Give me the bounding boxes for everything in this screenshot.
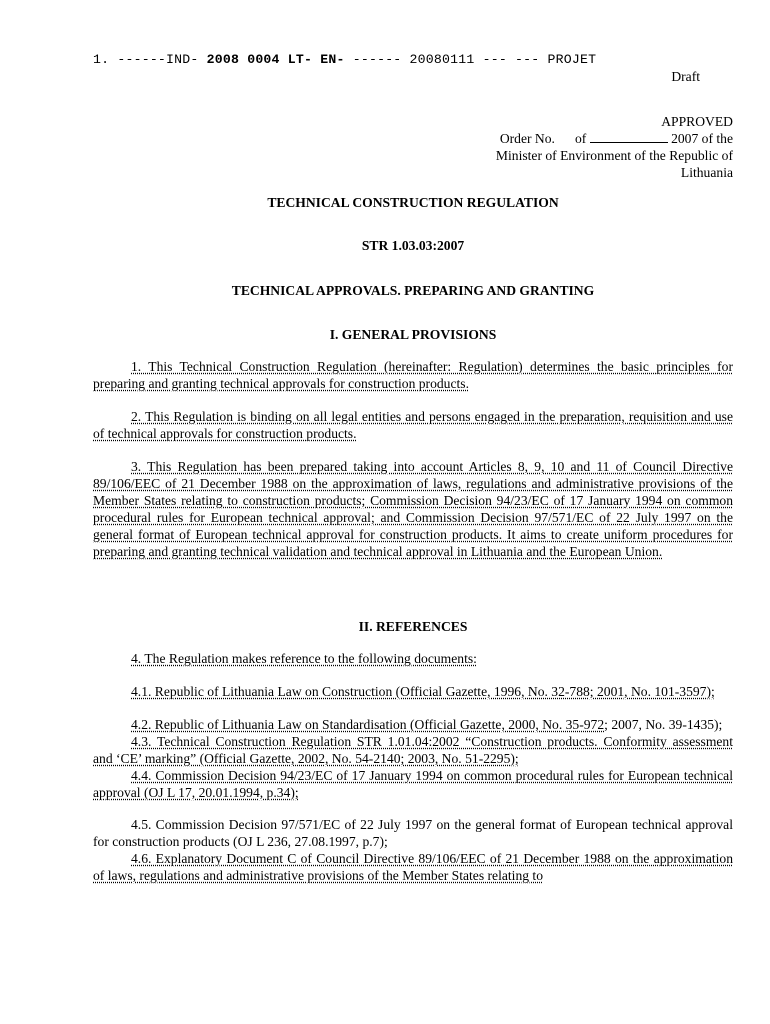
reference-4-4: 4.4. Commission Decision 94/23/EC of 17 January 1994 on common procedural rules for European technical approval (OJ L 17, 20.01.1994, p.34);	[93, 768, 733, 800]
minister-line: Minister of Environment of the Republic of	[495, 148, 733, 163]
paragraph-2: 2. This Regulation is binding on all legal entities and persons engaged in the preparation, requisition and use of technical approvals for construction products.	[93, 409, 733, 441]
regulation-title: TECHNICAL CONSTRUCTION REGULATION	[267, 195, 559, 210]
section-references: II. REFERENCES	[358, 619, 468, 634]
regulation-code: STR 1.03.03:2007	[361, 238, 465, 253]
reference-4-2: 4.2. Republic of Lithuania Law on Standardisation (Official Gazette, 2000, No. 35-972; 2007, No. 39-1435);	[131, 717, 723, 732]
country-line: Lithuania	[680, 165, 733, 180]
paragraph-1: 1. This Technical Construction Regulation (hereinafter: Regulation) determines the basic principles for preparing and granting technical approvals for construction products.	[93, 359, 733, 391]
regulation-subject: TECHNICAL APPROVALS. PREPARING AND GRANTING	[231, 283, 595, 298]
reference-4-1: 4.1. Republic of Lithuania Law on Construction (Official Gazette, 1996, No. 32-788; 2001, No. 101-3597);	[131, 684, 715, 699]
notification-header: 1. ------IND- 2008 0004 LT- EN- ------ 20080111 --- --- PROJET	[93, 52, 597, 67]
order-line: Order No. of 2007 of the	[499, 131, 733, 146]
reference-4-3: 4.3. Technical Construction Regulation STR 1.01.04:2002 “Construction products. Conformity assessment and ‘CE’ marking” (Official Gazette, 2002, No. 54-2140; 2003, No. 51-2295);	[93, 734, 733, 766]
reference-4-6: 4.6. Explanatory Document C of Council Directive 89/106/EEC of 21 December 1988 on the approximation of laws, regulations and administrative provisions of the Member States relating to	[93, 851, 733, 883]
approval-block	[93, 113, 733, 181]
draft-label: Draft	[671, 69, 700, 84]
paragraph-3: 3. This Regulation has been prepared taking into account Articles 8, 9, 10 and 11 of Council Directive 89/106/EEC of 21 December 1988 on the approximation of laws, regulations and administrative provisions of the Member States relating to construction products; Commission Decision 94/23/EC of 17 January 1994 on common procedural rules for European technical approval; and Commission Decision 97/571/EC of 22 July 1997 on the general format of European technical approval for construction products. It aims to create uniform procedures for preparing and granting technical validation and technical approval in Lithuania and the European Union.	[93, 459, 733, 559]
section-general-provisions: I. GENERAL PROVISIONS	[329, 327, 497, 342]
reference-4-5: 4.5. Commission Decision 97/571/EC of 22 July 1997 on the general format of European technical approval for construction products (OJ L 236, 27.08.1997, p.7);	[93, 817, 733, 849]
paragraph-4: 4. The Regulation makes reference to the following documents:	[131, 651, 477, 666]
document-page	[93, 52, 733, 884]
order-date-blank	[590, 130, 668, 143]
approved-label: APPROVED	[661, 114, 733, 129]
